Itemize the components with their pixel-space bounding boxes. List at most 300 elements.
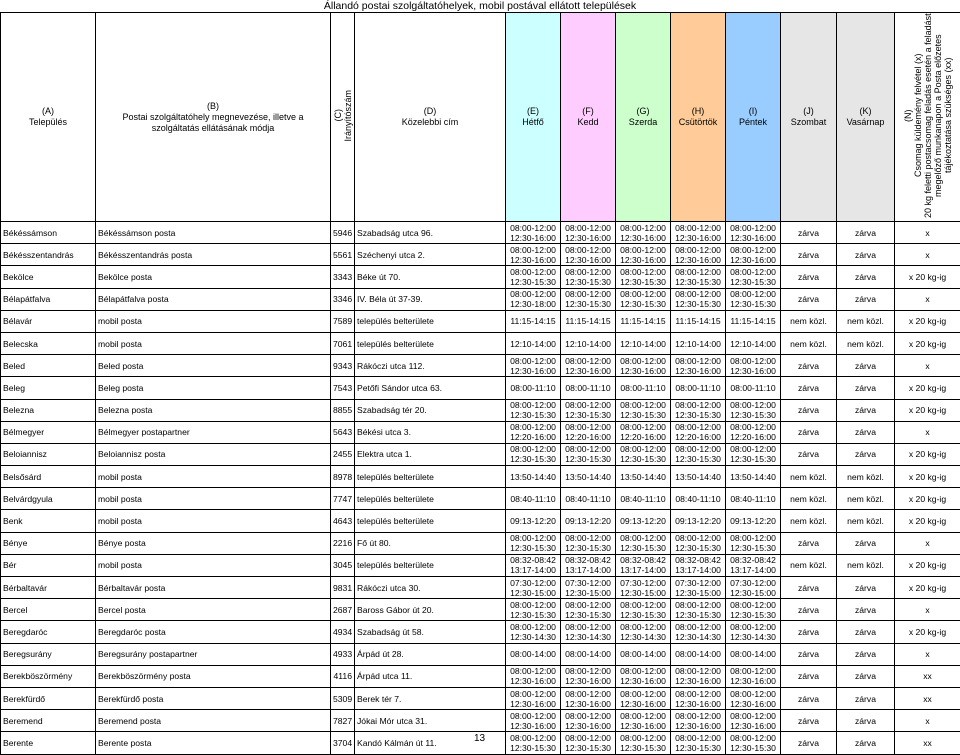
table-row [1, 643, 960, 665]
cell-zip: 8978 [331, 466, 355, 488]
cell-hours-fri: 08:00-12:00 12:30-15:30 [726, 399, 781, 421]
cell-hours-mon: 08:00-12:00 12:30-15:30 [506, 599, 561, 621]
cell-hours-mon: 08:00-12:00 12:30-16:00 [506, 244, 561, 266]
cell-hours-fri: 08:32-08:42 13:17-14:00 [726, 554, 781, 576]
cell-settlement: Békéssámson [1, 222, 96, 244]
cell-saturday: zárva [781, 643, 837, 665]
cell-saturday: nem közl. [781, 466, 837, 488]
cell-sunday: zárva [837, 665, 895, 687]
cell-zip: 2216 [331, 532, 355, 554]
cell-hours-thu: 08:00-12:00 12:30-15:30 [671, 532, 726, 554]
cell-hours-thu: 08:00-12:00 12:30-16:00 [671, 710, 726, 732]
cell-address: Elektra utca 1. [355, 443, 506, 465]
cell-parcel: x 20 kg-ig [895, 621, 960, 643]
cell-hours-wed: 08:00-12:00 12:30-16:00 [616, 687, 671, 709]
cell-zip: 3343 [331, 266, 355, 288]
table-row [1, 443, 960, 465]
table-row [1, 244, 960, 266]
cell-service-point: mobil posta [96, 554, 331, 576]
cell-hours-tue: 08:00-12:00 12:30-15:30 [561, 532, 616, 554]
cell-hours-fri: 08:00-12:00 12:30-15:30 [726, 443, 781, 465]
cell-hours-wed: 08:00-12:00 12:30-15:30 [616, 443, 671, 465]
cell-hours-tue: 12:10-14:00 [561, 332, 616, 354]
cell-address: Árpád út 28. [355, 643, 506, 665]
cell-service-point: Beregdaróc posta [96, 621, 331, 643]
cell-hours-thu: 08:00-12:00 12:30-16:00 [671, 244, 726, 266]
table-row [1, 288, 960, 310]
cell-parcel: x [895, 532, 960, 554]
cell-parcel: xx [895, 665, 960, 687]
cell-hours-tue: 08:00-14:00 [561, 643, 616, 665]
cell-hours-wed: 12:10-14:00 [616, 332, 671, 354]
cell-hours-fri: 08:00-11:10 [726, 377, 781, 399]
cell-hours-thu: 08:00-12:00 12:30-15:30 [671, 732, 726, 754]
cell-saturday: zárva [781, 355, 837, 377]
page-number: 13 [474, 733, 485, 744]
cell-hours-mon: 08:00-12:00 12:30-16:00 [506, 665, 561, 687]
cell-sunday: zárva [837, 443, 895, 465]
cell-saturday: zárva [781, 532, 837, 554]
cell-hours-tue: 08:00-12:00 12:30-15:30 [561, 443, 616, 465]
cell-hours-mon: 08:00-12:00 12:30-18:00 [506, 288, 561, 310]
table-row [1, 710, 960, 732]
cell-hours-fri: 08:00-12:00 12:30-14:30 [726, 621, 781, 643]
cell-sunday: zárva [837, 244, 895, 266]
cell-hours-mon: 08:00-12:00 12:30-15:30 [506, 732, 561, 754]
cell-service-point: Bekölce posta [96, 266, 331, 288]
header-wednesday: (G) Szerda [616, 13, 671, 222]
cell-address: Szabadság tér 20. [355, 399, 506, 421]
cell-hours-tue: 08:40-11:10 [561, 488, 616, 510]
cell-hours-tue: 08:00-12:00 12:30-15:30 [561, 288, 616, 310]
cell-service-point: Beleg posta [96, 377, 331, 399]
cell-hours-wed: 08:00-12:00 12:30-16:00 [616, 355, 671, 377]
cell-service-point: mobil posta [96, 332, 331, 354]
cell-sunday: zárva [837, 222, 895, 244]
cell-address: Rákóczi utca 112. [355, 355, 506, 377]
cell-address: Petőfi Sándor utca 63. [355, 377, 506, 399]
cell-sunday: nem közl. [837, 332, 895, 354]
cell-hours-thu: 08:00-12:00 12:30-15:30 [671, 399, 726, 421]
cell-sunday: zárva [837, 399, 895, 421]
cell-hours-thu: 08:00-11:10 [671, 377, 726, 399]
cell-address: Jókai Mór utca 31. [355, 710, 506, 732]
cell-saturday: zárva [781, 665, 837, 687]
cell-saturday: nem közl. [781, 332, 837, 354]
cell-hours-fri: 08:40-11:10 [726, 488, 781, 510]
header-sunday: (K) Vasárnap [837, 13, 895, 222]
cell-saturday: zárva [781, 577, 837, 599]
cell-saturday: zárva [781, 621, 837, 643]
cell-parcel: x 20 kg-ig [895, 332, 960, 354]
cell-sunday: zárva [837, 355, 895, 377]
header-service-point: (B) Postai szolgáltatóhely megnevezése, illetve a szolgáltatás ellátásának módja [96, 13, 331, 222]
cell-hours-mon: 08:00-12:00 12:30-15:30 [506, 399, 561, 421]
cell-zip: 5561 [331, 244, 355, 266]
cell-hours-mon: 08:00-14:00 [506, 643, 561, 665]
cell-settlement: Benk [1, 510, 96, 532]
cell-service-point: Berekfürdő posta [96, 687, 331, 709]
cell-sunday: zárva [837, 266, 895, 288]
cell-hours-wed: 08:00-12:00 12:30-16:00 [616, 244, 671, 266]
cell-address: Béke út 70. [355, 266, 506, 288]
cell-address: Rákóczi utca 30. [355, 577, 506, 599]
cell-zip: 9831 [331, 577, 355, 599]
cell-hours-thu: 08:00-14:00 [671, 643, 726, 665]
cell-service-point: Bénye posta [96, 532, 331, 554]
cell-hours-fri: 07:30-12:00 12:30-15:00 [726, 577, 781, 599]
cell-settlement: Békésszentandrás [1, 244, 96, 266]
cell-saturday: zárva [781, 732, 837, 754]
cell-hours-thu: 08:00-12:00 12:30-15:30 [671, 599, 726, 621]
header-parcel: (N) Csomag küldemény felvétel (x) 20 kg feletti postacsomag feladás esetén a feladást megelőző munkanapon a Posta előzetes tájékoztatása szükséges (xx) [895, 13, 960, 222]
cell-hours-wed: 08:00-12:00 12:30-16:00 [616, 222, 671, 244]
cell-address: Berek tér 7. [355, 687, 506, 709]
cell-sunday: zárva [837, 687, 895, 709]
cell-settlement: Belvárdgyula [1, 488, 96, 510]
cell-service-point: Berekböszörmény posta [96, 665, 331, 687]
cell-service-point: mobil posta [96, 488, 331, 510]
cell-zip: 4116 [331, 665, 355, 687]
cell-settlement: Beled [1, 355, 96, 377]
cell-zip: 7827 [331, 710, 355, 732]
cell-sunday: nem közl. [837, 510, 895, 532]
cell-hours-tue: 08:00-12:00 12:30-16:00 [561, 222, 616, 244]
cell-hours-wed: 08:32-08:42 13:17-14:00 [616, 554, 671, 576]
cell-sunday: zárva [837, 577, 895, 599]
cell-zip: 3045 [331, 554, 355, 576]
cell-hours-tue: 08:00-12:00 12:30-15:30 [561, 266, 616, 288]
cell-hours-tue: 09:13-12:20 [561, 510, 616, 532]
table-row [1, 399, 960, 421]
table-row [1, 310, 960, 332]
cell-hours-fri: 08:00-12:00 12:30-15:30 [726, 266, 781, 288]
cell-settlement: Beremend [1, 710, 96, 732]
cell-address: település belterülete [355, 466, 506, 488]
cell-hours-wed: 08:00-12:00 12:30-15:30 [616, 266, 671, 288]
cell-address: Árpád utca 11. [355, 665, 506, 687]
cell-hours-fri: 08:00-12:00 12:20-16:00 [726, 421, 781, 443]
cell-saturday: zárva [781, 222, 837, 244]
cell-sunday: zárva [837, 377, 895, 399]
cell-hours-tue: 08:00-12:00 12:30-15:30 [561, 599, 616, 621]
cell-zip: 5643 [331, 421, 355, 443]
cell-hours-thu: 08:32-08:42 13:17-14:00 [671, 554, 726, 576]
cell-parcel: x [895, 222, 960, 244]
cell-zip: 5309 [331, 687, 355, 709]
cell-hours-tue: 08:00-12:00 12:30-14:30 [561, 621, 616, 643]
cell-parcel: x 20 kg-ig [895, 266, 960, 288]
cell-address: Fő út 80. [355, 532, 506, 554]
cell-hours-fri: 08:00-12:00 12:30-15:30 [726, 288, 781, 310]
cell-hours-mon: 08:00-12:00 12:30-14:30 [506, 621, 561, 643]
cell-settlement: Bélavár [1, 310, 96, 332]
cell-hours-thu: 08:00-12:00 12:30-16:00 [671, 665, 726, 687]
header-zip: (C) Irányítószám [331, 13, 355, 222]
cell-hours-fri: 08:00-12:00 12:30-15:30 [726, 732, 781, 754]
cell-hours-fri: 11:15-14:15 [726, 310, 781, 332]
cell-service-point: Bercel posta [96, 599, 331, 621]
cell-settlement: Bélapátfalva [1, 288, 96, 310]
cell-hours-wed: 09:13-12:20 [616, 510, 671, 532]
cell-address: település belterülete [355, 310, 506, 332]
cell-zip: 2687 [331, 599, 355, 621]
cell-saturday: zárva [781, 599, 837, 621]
cell-parcel: x 20 kg-ig [895, 377, 960, 399]
table-row [1, 577, 960, 599]
cell-hours-thu: 07:30-12:00 12:30-15:00 [671, 577, 726, 599]
cell-zip: 5946 [331, 222, 355, 244]
cell-sunday: zárva [837, 710, 895, 732]
cell-saturday: nem közl. [781, 554, 837, 576]
cell-hours-thu: 08:00-12:00 12:20-16:00 [671, 421, 726, 443]
header-monday: (E) Hétfő [506, 13, 561, 222]
cell-settlement: Berekfürdő [1, 687, 96, 709]
cell-hours-fri: 08:00-12:00 12:30-16:00 [726, 355, 781, 377]
cell-hours-wed: 08:00-12:00 12:30-16:00 [616, 665, 671, 687]
cell-address: település belterülete [355, 554, 506, 576]
cell-hours-thu: 08:00-12:00 12:30-14:30 [671, 621, 726, 643]
page-title: Állandó postai szolgáltatóhelyek, mobil postával ellátott települések [0, 0, 960, 12]
cell-parcel: x 20 kg-ig [895, 488, 960, 510]
header-friday: (I) Péntek [726, 13, 781, 222]
cell-zip: 9343 [331, 355, 355, 377]
cell-zip: 4643 [331, 510, 355, 532]
cell-parcel: x [895, 421, 960, 443]
table-row [1, 599, 960, 621]
cell-hours-wed: 08:00-12:00 12:20-16:00 [616, 421, 671, 443]
cell-hours-mon: 12:10-14:00 [506, 332, 561, 354]
cell-hours-tue: 08:00-12:00 12:30-16:00 [561, 244, 616, 266]
cell-hours-tue: 08:00-12:00 12:30-16:00 [561, 665, 616, 687]
cell-hours-mon: 08:32-08:42 13:17-14:00 [506, 554, 561, 576]
cell-settlement: Berekböszörmény [1, 665, 96, 687]
cell-parcel: x [895, 244, 960, 266]
cell-saturday: zárva [781, 377, 837, 399]
cell-service-point: Bélapátfalva posta [96, 288, 331, 310]
cell-address: település belterülete [355, 488, 506, 510]
cell-zip: 4933 [331, 643, 355, 665]
cell-hours-thu: 12:10-14:00 [671, 332, 726, 354]
cell-settlement: Beloiannisz [1, 443, 96, 465]
cell-sunday: zárva [837, 621, 895, 643]
cell-settlement: Beregsurány [1, 643, 96, 665]
cell-hours-wed: 08:00-14:00 [616, 643, 671, 665]
cell-hours-mon: 08:00-12:00 12:30-15:30 [506, 443, 561, 465]
cell-hours-fri: 08:00-12:00 12:30-15:30 [726, 532, 781, 554]
cell-settlement: Beleg [1, 377, 96, 399]
cell-parcel: xx [895, 732, 960, 754]
cell-service-point: Beremend posta [96, 710, 331, 732]
cell-address: Kandó Kálmán út 11. [355, 732, 506, 754]
cell-zip: 7543 [331, 377, 355, 399]
cell-service-point: mobil posta [96, 310, 331, 332]
cell-sunday: zárva [837, 599, 895, 621]
cell-service-point: Beregsurány postapartner [96, 643, 331, 665]
cell-service-point: Beled posta [96, 355, 331, 377]
table-row [1, 222, 960, 244]
cell-service-point: Beloiannisz posta [96, 443, 331, 465]
cell-hours-wed: 08:00-12:00 12:30-15:30 [616, 288, 671, 310]
cell-hours-thu: 08:00-12:00 12:30-15:30 [671, 443, 726, 465]
cell-hours-wed: 08:00-12:00 12:30-16:00 [616, 710, 671, 732]
cell-parcel: x 20 kg-ig [895, 310, 960, 332]
cell-zip: 4934 [331, 621, 355, 643]
cell-settlement: Belecska [1, 332, 96, 354]
cell-service-point: Békéssámson posta [96, 222, 331, 244]
cell-saturday: zárva [781, 443, 837, 465]
post-office-table [0, 12, 960, 755]
cell-hours-thu: 08:00-12:00 12:30-15:30 [671, 288, 726, 310]
cell-address: IV. Béla út 37-39. [355, 288, 506, 310]
cell-parcel: x 20 kg-ig [895, 577, 960, 599]
cell-hours-fri: 09:13-12:20 [726, 510, 781, 532]
cell-hours-tue: 08:00-12:00 12:20-16:00 [561, 421, 616, 443]
cell-zip: 8855 [331, 399, 355, 421]
cell-parcel: x 20 kg-ig [895, 510, 960, 532]
table-row [1, 665, 960, 687]
cell-hours-thu: 08:00-12:00 12:30-16:00 [671, 222, 726, 244]
cell-sunday: zárva [837, 421, 895, 443]
cell-hours-fri: 08:00-12:00 12:30-16:00 [726, 710, 781, 732]
cell-service-point: Békésszentandrás posta [96, 244, 331, 266]
cell-hours-mon: 08:00-12:00 12:30-15:30 [506, 532, 561, 554]
cell-hours-wed: 13:50-14:40 [616, 466, 671, 488]
header-tuesday: (F) Kedd [561, 13, 616, 222]
cell-sunday: zárva [837, 532, 895, 554]
cell-hours-mon: 08:00-12:00 12:30-16:00 [506, 355, 561, 377]
cell-parcel: x 20 kg-ig [895, 554, 960, 576]
cell-saturday: zárva [781, 421, 837, 443]
cell-hours-fri: 08:00-14:00 [726, 643, 781, 665]
cell-hours-tue: 08:00-12:00 12:30-15:30 [561, 732, 616, 754]
cell-hours-tue: 13:50-14:40 [561, 466, 616, 488]
cell-hours-tue: 08:00-11:10 [561, 377, 616, 399]
cell-hours-wed: 08:00-11:10 [616, 377, 671, 399]
cell-hours-tue: 08:00-12:00 12:30-16:00 [561, 687, 616, 709]
cell-hours-fri: 08:00-12:00 12:30-16:00 [726, 222, 781, 244]
cell-hours-mon: 08:00-12:00 12:20-16:00 [506, 421, 561, 443]
cell-address: település belterülete [355, 332, 506, 354]
cell-service-point: Berente posta [96, 732, 331, 754]
cell-settlement: Bekölce [1, 266, 96, 288]
cell-settlement: Bercel [1, 599, 96, 621]
table-row [1, 554, 960, 576]
cell-sunday: zárva [837, 732, 895, 754]
cell-hours-thu: 11:15-14:15 [671, 310, 726, 332]
cell-hours-fri: 08:00-12:00 12:30-15:30 [726, 599, 781, 621]
cell-hours-mon: 09:13-12:20 [506, 510, 561, 532]
cell-settlement: Bélmegyer [1, 421, 96, 443]
table-row [1, 355, 960, 377]
header-thursday: (H) Csütörtök [671, 13, 726, 222]
cell-hours-tue: 07:30-12:00 12:30-15:00 [561, 577, 616, 599]
cell-zip: 3346 [331, 288, 355, 310]
header-saturday: (J) Szombat [781, 13, 837, 222]
cell-hours-mon: 08:00-12:00 12:30-15:30 [506, 266, 561, 288]
cell-parcel: x [895, 288, 960, 310]
cell-sunday: nem közl. [837, 488, 895, 510]
cell-hours-wed: 08:00-12:00 12:30-15:30 [616, 532, 671, 554]
cell-settlement: Berente [1, 732, 96, 754]
cell-sunday: nem közl. [837, 554, 895, 576]
cell-zip: 3704 [331, 732, 355, 754]
cell-service-point: mobil posta [96, 510, 331, 532]
cell-saturday: nem közl. [781, 488, 837, 510]
cell-hours-fri: 13:50-14:40 [726, 466, 781, 488]
cell-saturday: zárva [781, 399, 837, 421]
cell-hours-mon: 08:00-12:00 12:30-16:00 [506, 710, 561, 732]
cell-address: Baross Gábor út 20. [355, 599, 506, 621]
cell-saturday: zárva [781, 687, 837, 709]
header-row [1, 13, 960, 222]
cell-address: Szabadság út 58. [355, 621, 506, 643]
cell-sunday: zárva [837, 643, 895, 665]
cell-hours-mon: 07:30-12:00 12:30-15:00 [506, 577, 561, 599]
table-row [1, 266, 960, 288]
header-address: (D) Közelebbi cím [355, 13, 506, 222]
cell-parcel: x 20 kg-ig [895, 399, 960, 421]
cell-hours-thu: 09:13-12:20 [671, 510, 726, 532]
cell-sunday: nem közl. [837, 466, 895, 488]
cell-service-point: mobil posta [96, 466, 331, 488]
table-row [1, 377, 960, 399]
cell-hours-tue: 11:15-14:15 [561, 310, 616, 332]
cell-service-point: Bélmegyer postapartner [96, 421, 331, 443]
cell-hours-wed: 08:00-12:00 12:30-15:30 [616, 599, 671, 621]
cell-hours-thu: 08:00-12:00 12:30-15:30 [671, 266, 726, 288]
cell-settlement: Belezna [1, 399, 96, 421]
table-row [1, 532, 960, 554]
cell-saturday: zárva [781, 244, 837, 266]
cell-parcel: xx [895, 687, 960, 709]
cell-hours-mon: 11:15-14:15 [506, 310, 561, 332]
cell-saturday: zárva [781, 266, 837, 288]
cell-hours-thu: 08:40-11:10 [671, 488, 726, 510]
cell-address: Széchenyi utca 2. [355, 244, 506, 266]
cell-hours-wed: 11:15-14:15 [616, 310, 671, 332]
cell-sunday: nem közl. [837, 310, 895, 332]
cell-settlement: Bénye [1, 532, 96, 554]
cell-address: település belterülete [355, 510, 506, 532]
cell-parcel: x [895, 710, 960, 732]
cell-hours-wed: 08:00-12:00 12:30-14:30 [616, 621, 671, 643]
cell-hours-mon: 08:00-12:00 12:30-16:00 [506, 222, 561, 244]
cell-hours-tue: 08:00-12:00 12:30-16:00 [561, 355, 616, 377]
cell-hours-wed: 07:30-12:00 12:30-15:00 [616, 577, 671, 599]
cell-address: Szabadság utca 96. [355, 222, 506, 244]
cell-address: Békési utca 3. [355, 421, 506, 443]
cell-hours-fri: 08:00-12:00 12:30-16:00 [726, 665, 781, 687]
table-row [1, 466, 960, 488]
cell-settlement: Belsősárd [1, 466, 96, 488]
cell-parcel: x 20 kg-ig [895, 443, 960, 465]
cell-hours-fri: 08:00-12:00 12:30-16:00 [726, 687, 781, 709]
table-row [1, 621, 960, 643]
cell-parcel: x [895, 599, 960, 621]
cell-hours-fri: 08:00-12:00 12:30-16:00 [726, 244, 781, 266]
cell-hours-mon: 13:50-14:40 [506, 466, 561, 488]
cell-parcel: x [895, 355, 960, 377]
cell-service-point: Bérbaltavár posta [96, 577, 331, 599]
cell-saturday: zárva [781, 288, 837, 310]
table-row [1, 510, 960, 532]
cell-hours-tue: 08:32-08:42 13:17-14:00 [561, 554, 616, 576]
cell-service-point: Belezna posta [96, 399, 331, 421]
cell-hours-thu: 13:50-14:40 [671, 466, 726, 488]
cell-saturday: nem közl. [781, 310, 837, 332]
cell-saturday: nem közl. [781, 510, 837, 532]
